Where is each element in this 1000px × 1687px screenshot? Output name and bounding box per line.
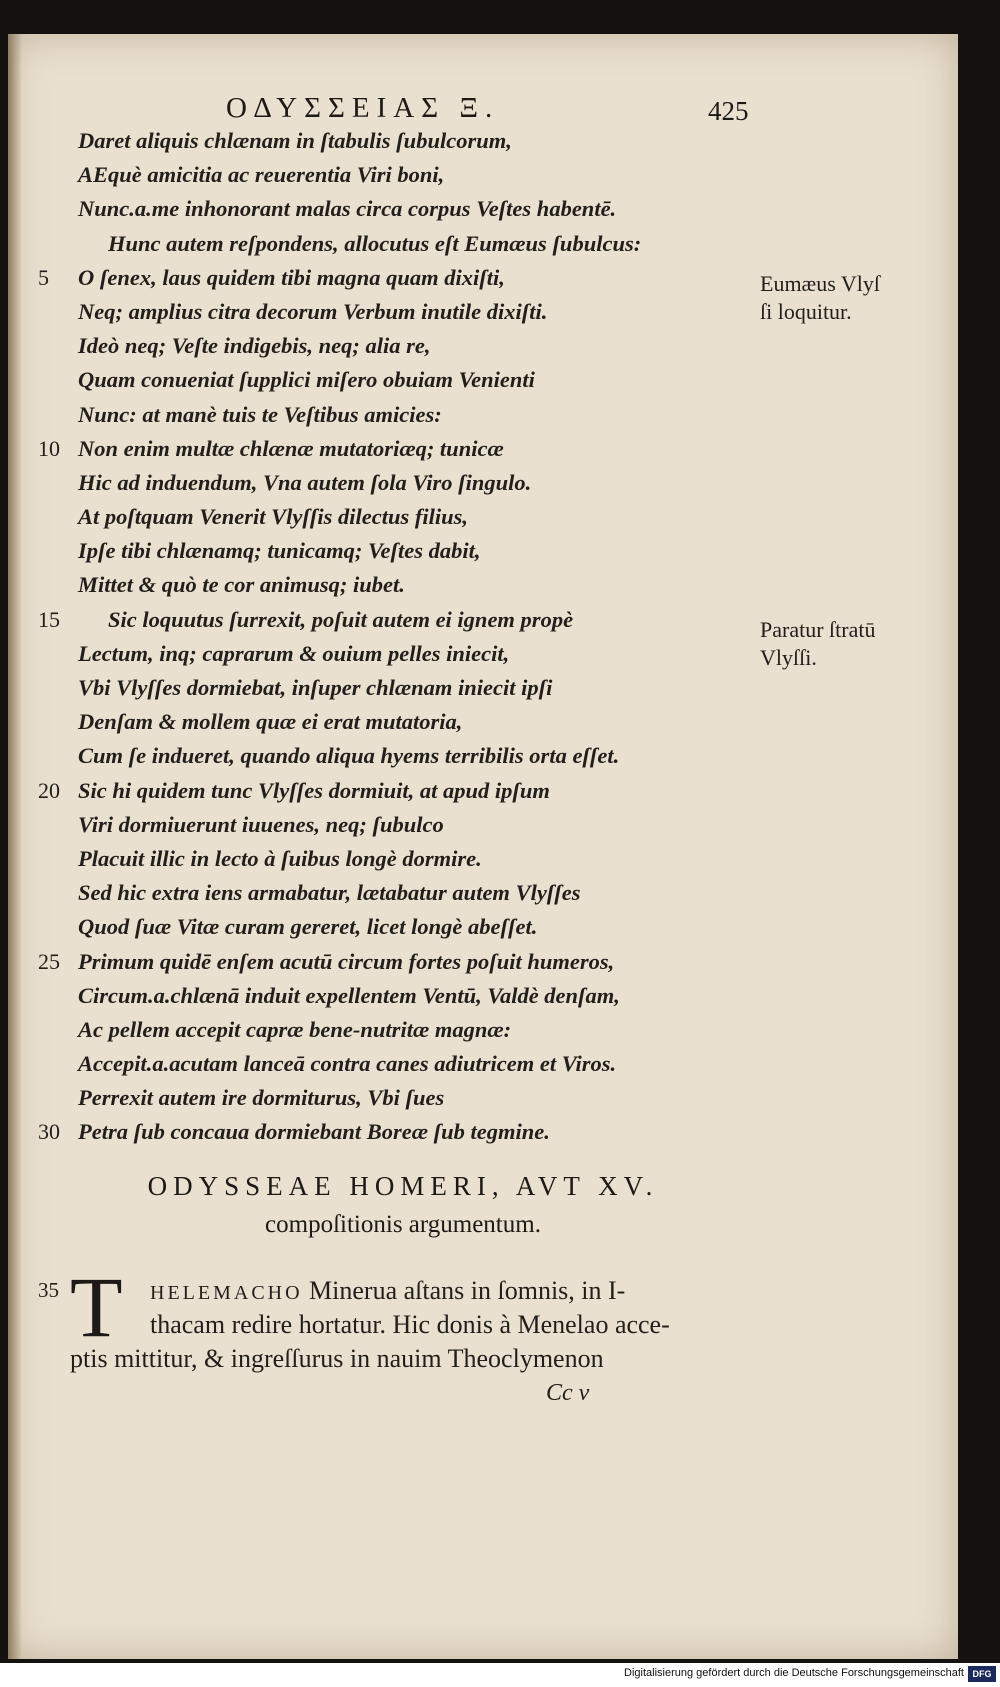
verse-line: [38, 432, 758, 466]
verse-text: Quod ſuæ Vitæ curam gereret, licet longè abeſſet.: [78, 914, 538, 940]
line-number: 25: [38, 948, 60, 974]
verse-text: AEquè amicitia ac reuerentia Viri boni,: [78, 162, 445, 188]
verse-line: [38, 329, 758, 363]
argument-line: thacam redire hortatur. Hic donis à Menelao acce-: [150, 1310, 670, 1339]
verse-line: [38, 261, 758, 295]
line-number: 5: [38, 264, 49, 290]
verse-line: [38, 774, 758, 808]
verse-text: Circum.a.chlænā induit expellentem Ventū, Valdè denſam,: [78, 982, 620, 1008]
line-number: 15: [38, 606, 60, 632]
verse-text: Non enim multæ chlænæ mutatoriæq; tunicæ: [78, 435, 504, 461]
verse-text: Placuit illic in lecto à ſuibus longè dormire.: [78, 845, 482, 871]
verse-line: [38, 910, 758, 944]
verse-text: Sic loquutus ſurrexit, poſuit autem ei ignem propè: [108, 606, 574, 632]
verse-text: Ideò neq; Veſte indigebis, neq; alia re,: [78, 333, 431, 359]
verse-text: Accepit.a.acutam lanceā contra canes adiutricem et Viros.: [78, 1051, 617, 1077]
verse-text: Hic ad induendum, Vna autem ſola Viro ſingulo.: [78, 469, 532, 495]
footer-bar: [0, 1663, 1000, 1687]
verse-text: Mittet & quò te cor animusq; iubet.: [78, 572, 405, 598]
verse-text: Daret aliquis chlænam in ſtabulis ſubulcorum,: [78, 128, 512, 153]
verse-line: [38, 534, 758, 568]
line-number: 30: [38, 1119, 60, 1145]
marginal-note-line: Vlyſſi.: [760, 645, 817, 670]
verse-text: O ſenex, laus quidem tibi magna quam dixiſti,: [78, 264, 505, 290]
verse-line: [38, 398, 758, 432]
verse-text: Nunc: at manè tuis te Veſtibus amicies:: [78, 401, 442, 427]
verse-line: [38, 979, 758, 1013]
verse-line: [38, 1047, 758, 1081]
verse-text: Sed hic extra iens armabatur, lætabatur autem Vlyſſes: [78, 880, 581, 906]
verse-line: [38, 466, 758, 500]
verse-text: Cum ſe indueret, quando aliqua hyems terribilis orta eſſet.: [78, 743, 620, 769]
line-number: 35: [38, 1278, 59, 1302]
book-subheading: compoſitionis argumentum.: [265, 1211, 541, 1238]
verse-text: Primum quidē enſem acutū circum fortes poſuit humeros,: [78, 948, 615, 974]
marginal-note-line: ſi loquitur.: [760, 299, 852, 324]
verse-line: [38, 1115, 758, 1149]
verse-text: Petra ſub concaua dormiebant Boreæ ſub tegmine.: [78, 1119, 550, 1145]
verse-text: Ipſe tibi chlænamq; tunicamq; Veſtes dabit,: [78, 538, 481, 564]
line-number: 20: [38, 777, 60, 803]
verse-line: [38, 158, 758, 192]
verse-text: Sic hi quidem tunc Vlyſſes dormiuit, at apud ipſum: [78, 777, 550, 803]
marginal-note: [760, 270, 930, 326]
verse-line: [38, 671, 758, 705]
signature-mark: Cc v: [546, 1380, 590, 1406]
verse-text: Vbi Vlyſſes dormiebat, inſuper chlænam iniecit ipſi: [78, 675, 553, 700]
verse-text: Viri dormiuerunt iuuenes, neq; ſubulco: [78, 811, 444, 837]
drop-cap: T: [70, 1259, 123, 1355]
verse-text: Ac pellem accepit capræ bene-nutritæ magnæ:: [78, 1016, 512, 1042]
line-number: 10: [38, 435, 60, 461]
verse-line: [38, 842, 758, 876]
argument-line: [150, 1276, 625, 1306]
verse-line: [38, 705, 758, 739]
argument-text: Minerua aſtans in ſomnis, in I-: [302, 1276, 626, 1305]
running-header: ΟΔΥΣΣΕΙΑΣ Ξ.: [226, 92, 500, 124]
verse-block: [38, 124, 758, 1150]
verse-line: [38, 876, 758, 910]
marginal-note-line: Eumæus Vlyſ: [760, 271, 881, 296]
verse-text: Quam conueniat ſupplici miſero obuiam Venienti: [78, 367, 535, 393]
verse-line: [38, 1081, 758, 1115]
book-page: [8, 34, 958, 1659]
verse-text: Hunc autem reſpondens, allocutus eſt Eumæus ſubulcus:: [108, 230, 642, 256]
verse-line: [38, 1013, 758, 1047]
verse-line: [38, 568, 758, 602]
book-heading: ODYSSEAE HOMERI, AVT XV.: [147, 1171, 659, 1201]
verse-line: [38, 363, 758, 397]
verse-line: [38, 295, 758, 329]
verse-line: [38, 637, 758, 671]
verse-text: Lectum, inq; caprarum & ouium pelles iniecit,: [78, 640, 510, 666]
verse-text: Neq; amplius citra decorum Verbum inutile dixiſti.: [78, 298, 548, 324]
verse-line: [38, 945, 758, 979]
verse-text: Perrexit autem ire dormiturus, Vbi ſues: [78, 1085, 445, 1111]
page-number: 425: [708, 96, 749, 126]
verse-line: [38, 739, 758, 773]
verse-text: At poſtquam Venerit Vlyſſis dilectus filius,: [78, 504, 469, 530]
verse-line: [38, 227, 758, 261]
marginal-note-line: Paratur ſtratū: [760, 617, 876, 642]
verse-line: [38, 192, 758, 226]
verse-line: [38, 808, 758, 842]
marginal-note: [760, 616, 930, 672]
verse-line: [38, 500, 758, 534]
verse-line: [38, 603, 758, 637]
small-caps-word: HELEMACHO: [150, 1282, 303, 1304]
verse-text: Denſam & mollem quæ ei erat mutatoria,: [78, 709, 463, 735]
verse-text: Nunc.a.me inhonorant malas circa corpus Veſtes habentē.: [78, 196, 617, 222]
page-gutter-shadow: [8, 34, 22, 1659]
dfg-logo-icon: DFG: [968, 1666, 996, 1682]
footer-credit: Digitalisierung gefördert durch die Deutsche Forschungsgemeinschaft: [624, 1667, 964, 1679]
verse-line: [38, 124, 758, 158]
argument-line: ptis mittitur, & ingreſſurus in nauim Theoclymenon: [70, 1344, 604, 1373]
